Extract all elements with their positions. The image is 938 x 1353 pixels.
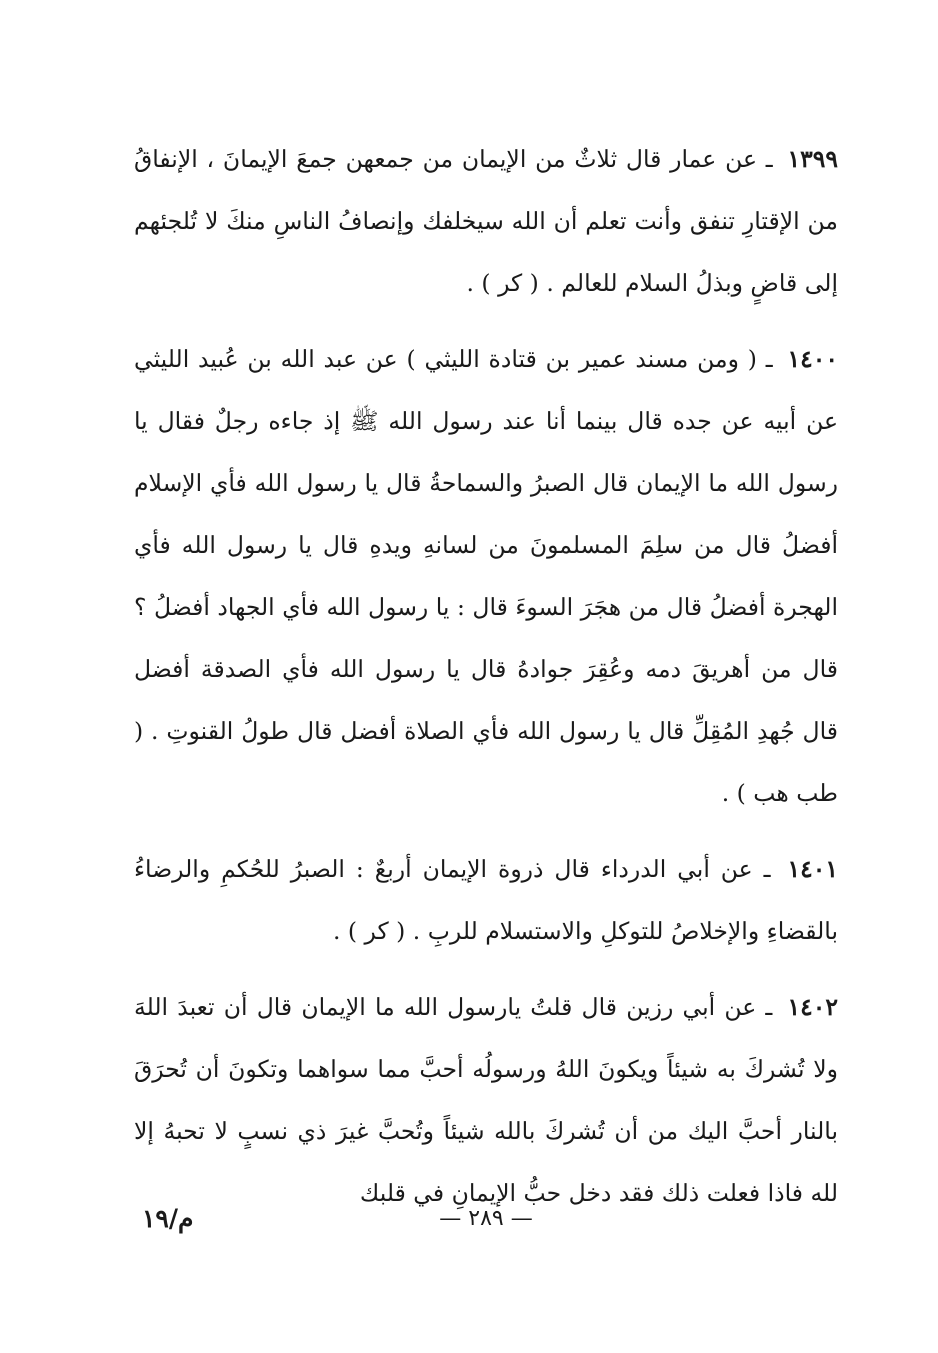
hadith-entry-1401 <box>134 838 838 962</box>
page-footer <box>134 1196 838 1246</box>
hadith-number: ١٣٩٩ <box>787 145 838 173</box>
hadith-entry-1402 <box>134 976 838 1224</box>
page-number: — ٢٨٩ — <box>439 1206 533 1231</box>
sheet-mark: م/١٩ <box>142 1204 194 1233</box>
hadith-text: ـ ( ومن مسند عمير بن قتادة الليثي ) عن عبد الله بن عُبيد الليثي عن أبيه عن جده قال بينما أنا عند رسول الله ﷺ إذ جاءه رجلٌ فقال يا رسول الله ما الإيمان قال الصبرُ والسماحةُ قال يا رسول الله فأي الإسلام أفضلُ قال من سلِمَ المسلمونَ من لسانهِ ويدهِ قال يا رسول الله فأي الهجرة أفضلُ قال من هجَرَ السوءَ قال : يا رسول الله فأي الجهاد أفضلُ ؟ قال من أهريقَ دمه وعُقِرَ جوادهُ قال يا رسول الله فأي الصدقة أفضل قال جُهدِ المُقِلِّ قال يا رسول الله فأي الصلاة أفضل قال طولُ القنوتِ . ( طب هب ) . <box>134 345 838 807</box>
hadith-text: ـ عن أبي رزين قال قلتُ يارسول الله ما الإيمان قال أن تعبدَ اللهَ ولا تُشركَ به شيئاً ويكونَ اللهُ ورسولُه أحبَّ مما سواهما وتكونَ أن تُحرَقَ بالنار أحبَّ اليك من أن تُشركَ بالله شيئاً وتُحبَّ غيرَ ذي نسبٍ لا تحبهُ إلا لله فاذا فعلت ذلك فقد دخل حبُّ الإيمانِ في قلبك <box>134 993 838 1207</box>
hadith-number: ١٤٠٢ <box>787 993 838 1021</box>
hadith-number: ١٤٠٠ <box>787 345 838 373</box>
hadith-entry-1400 <box>134 328 838 824</box>
hadith-text: ـ عن أبي الدرداء قال ذروة الإيمان أربعٌ : الصبرُ للحُكمِ والرضاءُ بالقضاءِ والإخلاصُ للتوكلِ والاستسلام للربِ . ( كر ) . <box>134 855 838 945</box>
hadith-text: ـ عن عمار قال ثلاثٌ من الإيمان من جمعهن جمعَ الإيمانَ ، الإنفاقُ من الإقتارِ تنفق وأنت تعلم أن الله سيخلفك وإنصافُ الناسِ منكَ لا تُلجئهم إلى قاضٍ وبذلُ السلام للعالم . ( كر ) . <box>134 145 838 297</box>
hadith-number: ١٤٠١ <box>787 855 838 883</box>
hadith-entry-1399 <box>134 128 838 314</box>
hadith-text-block <box>134 128 838 1224</box>
